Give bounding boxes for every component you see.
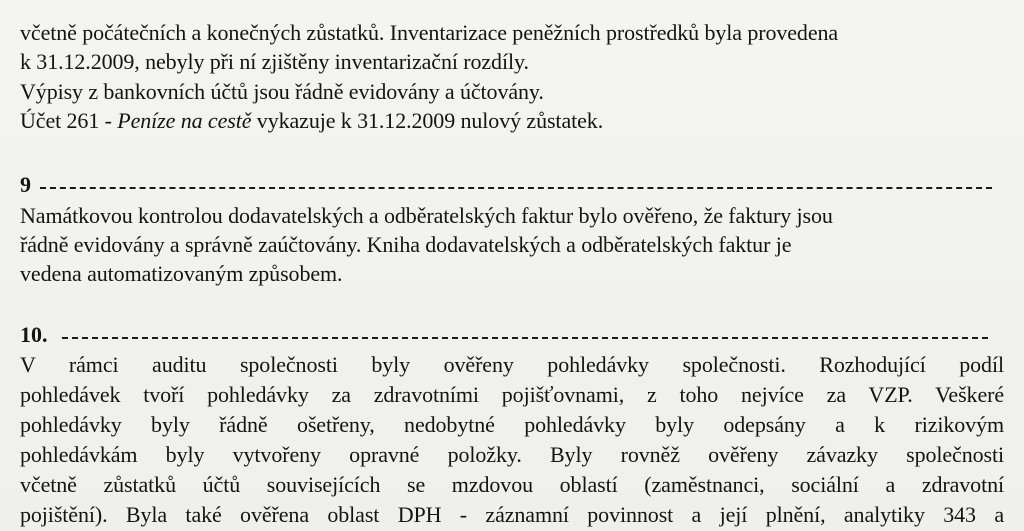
section-10-line-3: pohledávky byly řádně ošetřeny, nedobytné pohledávky byly odepsány a k rizikovým xyxy=(20,412,1004,437)
section-8-line-4 xyxy=(20,108,603,134)
account-261-suffix: vykazuje k 31.12.2009 nulový zůstatek. xyxy=(251,108,604,133)
section-8-line-1: včetně počátečních a konečných zůstatků. Inventarizace peněžních prostředků byla provedena xyxy=(20,20,839,45)
section-10-dash-rule xyxy=(62,337,988,339)
scan-speck xyxy=(952,170,970,176)
account-261-prefix: Účet 261 - xyxy=(20,108,118,133)
section-10-line-6: pojištění). Byla také ověřena oblast DPH - záznamní povinnost a její plnění, analytiky 343 a xyxy=(20,502,1004,527)
section-9-line-1: Namátkovou kontrolou dodavatelských a odběratelských faktur bylo ověřeno, že faktury jsou xyxy=(20,203,833,228)
section-9-line-3: vedena automatizovaným způsobem. xyxy=(20,261,343,286)
section-10-line-2: pohledávek tvoří pohledávky za zdravotními pojišťovnami, z toho nejvíce za VZP. Veškeré xyxy=(20,382,1004,407)
section-10-line-1: V rámci auditu společnosti byly ověřeny pohledávky společnosti. Rozhodující podíl xyxy=(20,352,1004,377)
account-261-name: Peníze na cestě xyxy=(117,108,252,133)
section-9-dash-rule xyxy=(40,187,992,189)
section-8-line-3: Výpisy z bankovních účtů jsou řádně evidovány a účtovány. xyxy=(20,79,544,104)
section-10-line-4: pohledávkám byly vytvořeny opravné položky. Byly rovněž ověřeny závazky společnosti xyxy=(20,442,1004,467)
section-10-number: 10. xyxy=(20,322,48,347)
section-10-line-5: včetně zůstatků účtů souvisejících se mzdovou oblastí (zaměstnanci, sociální a zdravotní xyxy=(20,472,1004,497)
section-9-line-2: řádně evidovány a správně zaúčtovány. Kniha dodavatelských a odběratelských faktur je xyxy=(20,232,792,257)
section-9-number: 9 xyxy=(20,172,31,197)
section-8-line-2: k 31.12.2009, nebyly při ní zjištěny inventarizační rozdíly. xyxy=(20,49,529,74)
